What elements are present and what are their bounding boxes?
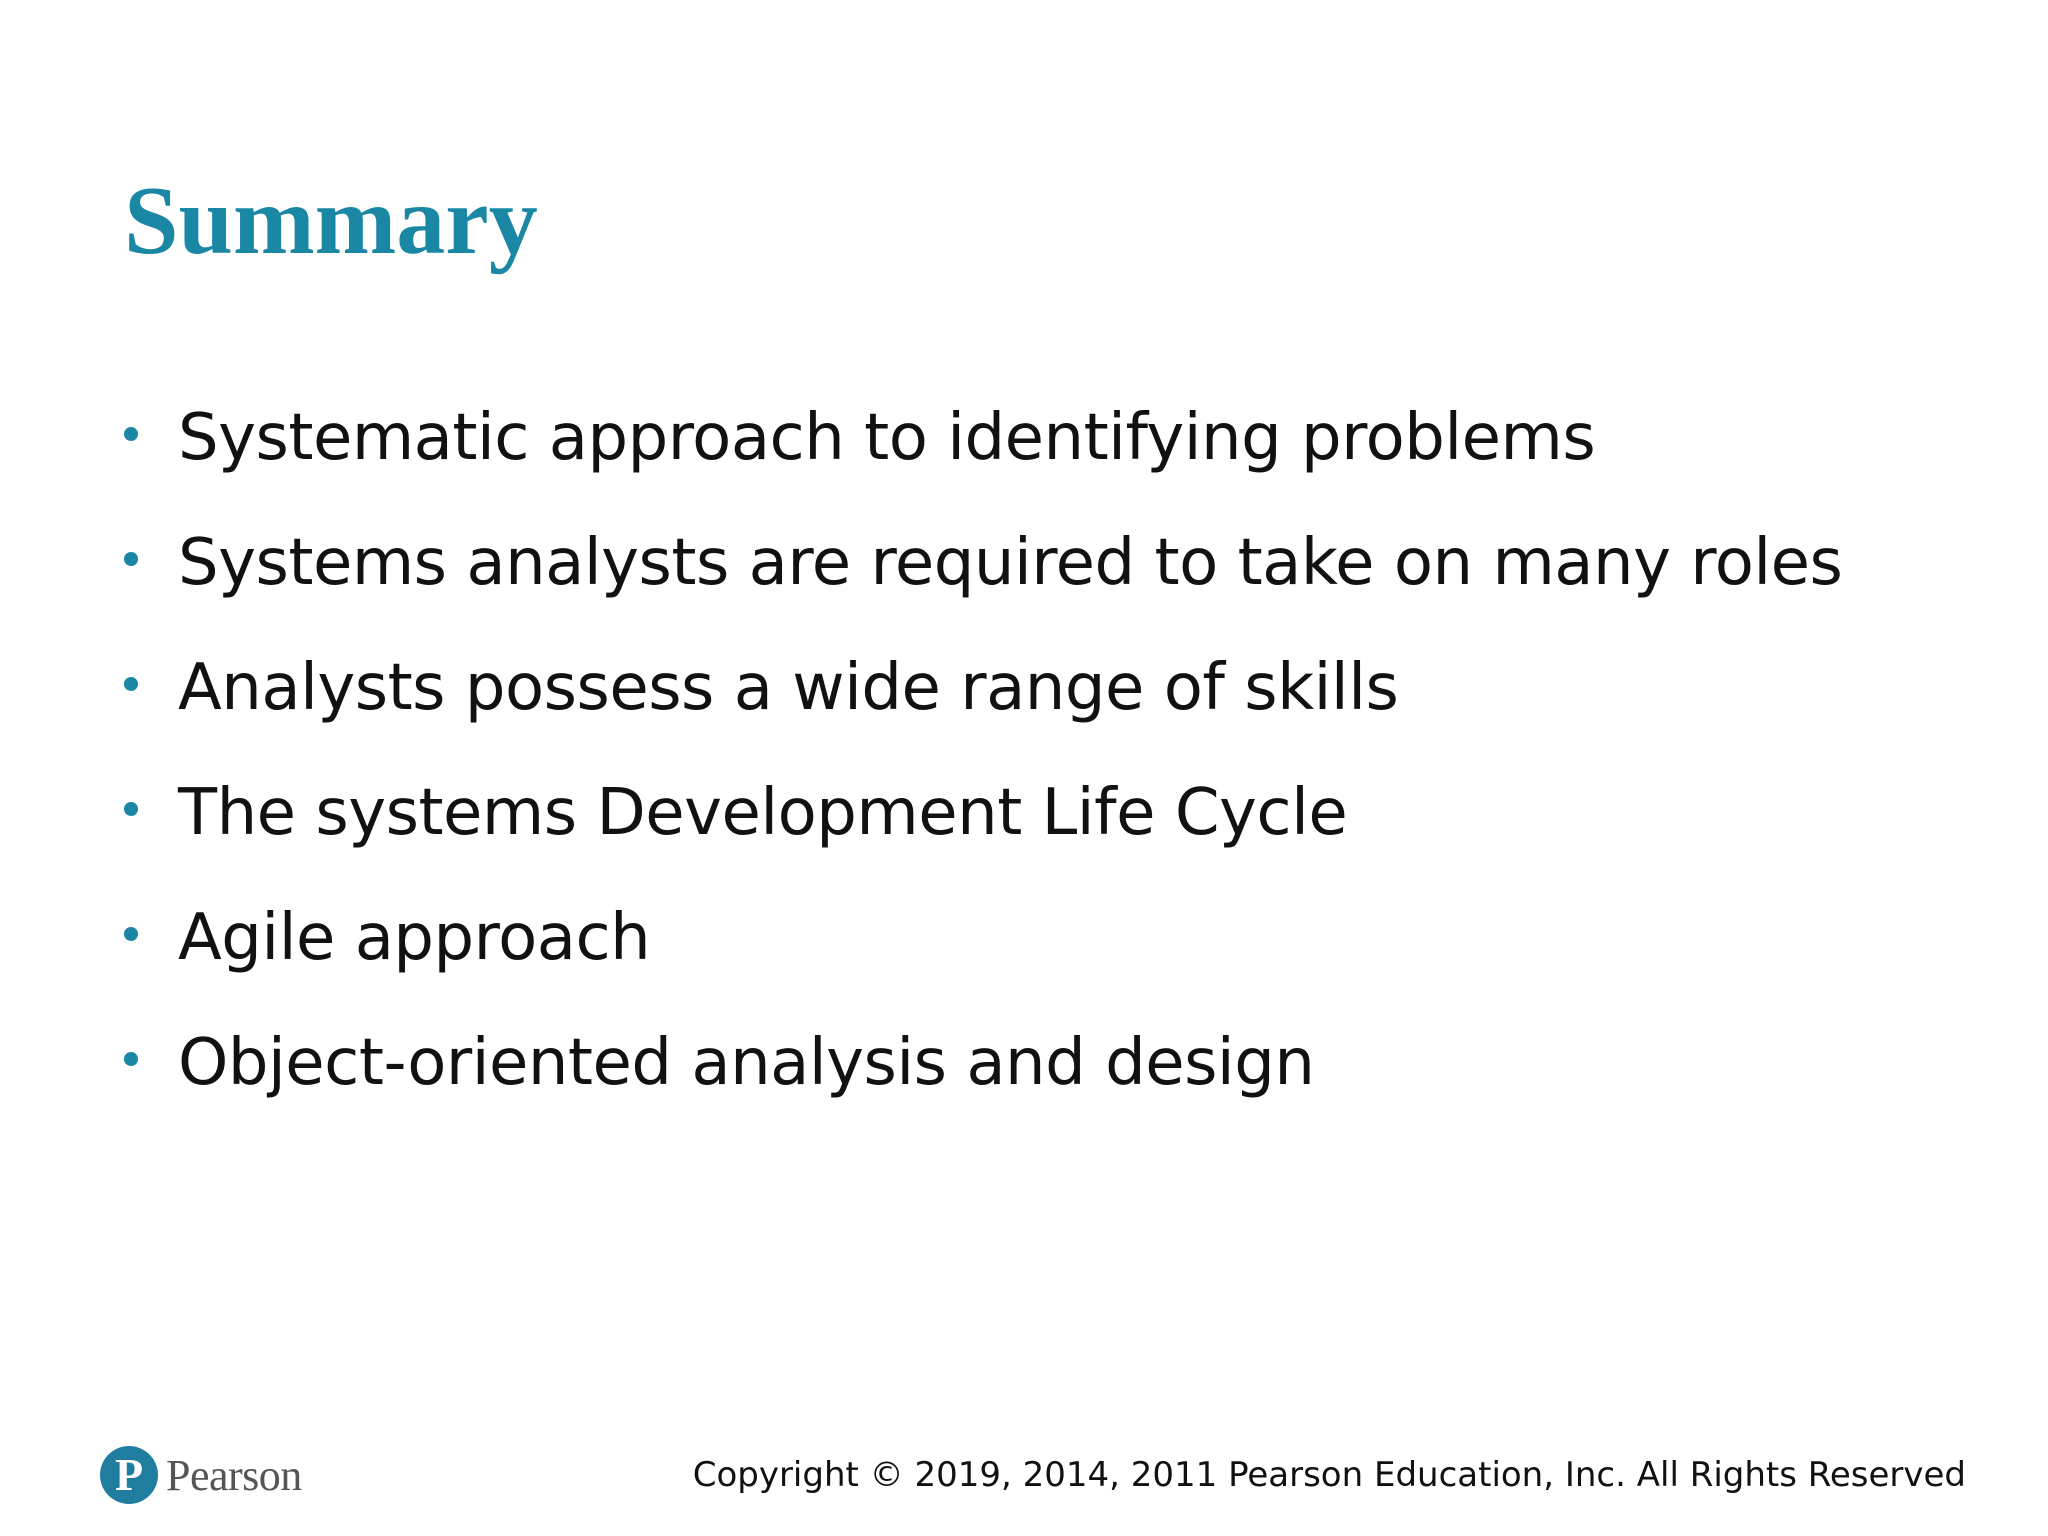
bullet-item bbox=[124, 750, 1842, 875]
bullet-icon bbox=[124, 802, 138, 816]
bullet-icon bbox=[124, 677, 138, 691]
bullet-text: The systems Development Life Cycle bbox=[178, 775, 1348, 850]
bullet-text: Analysts possess a wide range of skills bbox=[178, 650, 1399, 725]
bullet-text: Object-oriented analysis and design bbox=[178, 1025, 1315, 1100]
bullet-icon bbox=[124, 927, 138, 941]
bullet-text: Systematic approach to identifying problems bbox=[178, 400, 1596, 475]
bullet-item bbox=[124, 1000, 1842, 1125]
bullet-item bbox=[124, 375, 1842, 500]
bullet-item bbox=[124, 875, 1842, 1000]
bullet-icon bbox=[124, 1052, 138, 1066]
copyright-text: Copyright © 2019, 2014, 2011 Pearson Education, Inc. All Rights Reserved bbox=[692, 1455, 1966, 1495]
logo-wordmark: Pearson bbox=[166, 1450, 302, 1500]
slide-title: Summary bbox=[124, 167, 538, 275]
bullet-list bbox=[124, 375, 1842, 1125]
bullet-text: Agile approach bbox=[178, 900, 651, 975]
bullet-item bbox=[124, 500, 1842, 625]
bullet-item bbox=[124, 625, 1842, 750]
bullet-icon bbox=[124, 427, 138, 441]
pearson-p-icon: P bbox=[100, 1446, 158, 1504]
bullet-text: Systems analysts are required to take on many roles bbox=[178, 525, 1843, 600]
pearson-logo bbox=[100, 1446, 302, 1504]
bullet-icon bbox=[124, 552, 138, 566]
